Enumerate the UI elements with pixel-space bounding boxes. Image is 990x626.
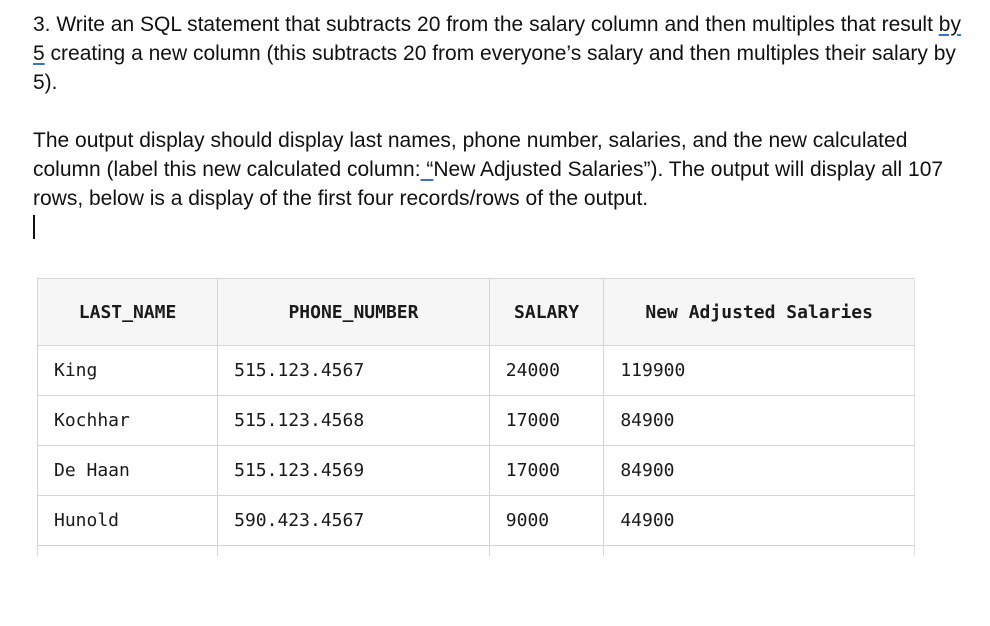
cell-phone-number: 515.123.4569: [218, 446, 490, 496]
cell-salary: 17000: [489, 396, 604, 446]
text-cursor: [33, 215, 35, 239]
question-text: [33, 10, 978, 213]
table-row-cutoff: [38, 546, 915, 557]
cutoff-cell: [218, 546, 490, 557]
cell-new-adjusted-salary: 84900: [604, 446, 915, 496]
cutoff-cell: [38, 546, 218, 557]
cell-phone-number: 590.423.4567: [218, 496, 490, 546]
table-row: [38, 346, 915, 396]
paragraph-2-underlined-text: “: [420, 158, 434, 181]
cell-phone-number: 515.123.4567: [218, 346, 490, 396]
cutoff-cell: [489, 546, 604, 557]
paragraph-1-text-start: 3. Write an SQL statement that subtracts 20 from the salary column and then multiples that result: [33, 13, 939, 36]
cell-new-adjusted-salary: 44900: [604, 496, 915, 546]
cell-last-name: De Haan: [38, 446, 218, 496]
cell-salary: 17000: [489, 446, 604, 496]
table-row: [38, 396, 915, 446]
cell-last-name: Hunold: [38, 496, 218, 546]
cutoff-cell: [604, 546, 915, 557]
header-last-name: LAST_NAME: [38, 279, 218, 346]
table-row: [38, 496, 915, 546]
paragraph-2-text-end: New Adjusted Salaries”). The output will display all 107 rows, below is a display of the first four records/rows of the output.: [33, 158, 944, 210]
cell-last-name: Kochhar: [38, 396, 218, 446]
result-table: [37, 278, 915, 556]
cell-phone-number: 515.123.4568: [218, 396, 490, 446]
question-paragraph-1: [33, 10, 978, 97]
header-salary: SALARY: [489, 279, 604, 346]
header-phone-number: PHONE_NUMBER: [218, 279, 490, 346]
paragraph-2-text-start: The output display should display last names, phone number, salaries, and the new calculated column (label this new calculated column:: [33, 129, 908, 181]
header-new-adjusted-salaries: New Adjusted Salaries: [604, 279, 915, 346]
cell-salary: 24000: [489, 346, 604, 396]
cell-new-adjusted-salary: 119900: [604, 346, 915, 396]
paragraph-1-text-end: creating a new column (this subtracts 20 from everyone’s salary and then multiples their salary by 5).: [33, 42, 956, 94]
cell-new-adjusted-salary: 84900: [604, 396, 915, 446]
cell-last-name: King: [38, 346, 218, 396]
question-paragraph-2: [33, 126, 978, 213]
paragraph-1-underlined-text: by 5: [33, 13, 961, 65]
table-row: [38, 446, 915, 496]
table-header-row: [38, 279, 915, 346]
cell-salary: 9000: [489, 496, 604, 546]
